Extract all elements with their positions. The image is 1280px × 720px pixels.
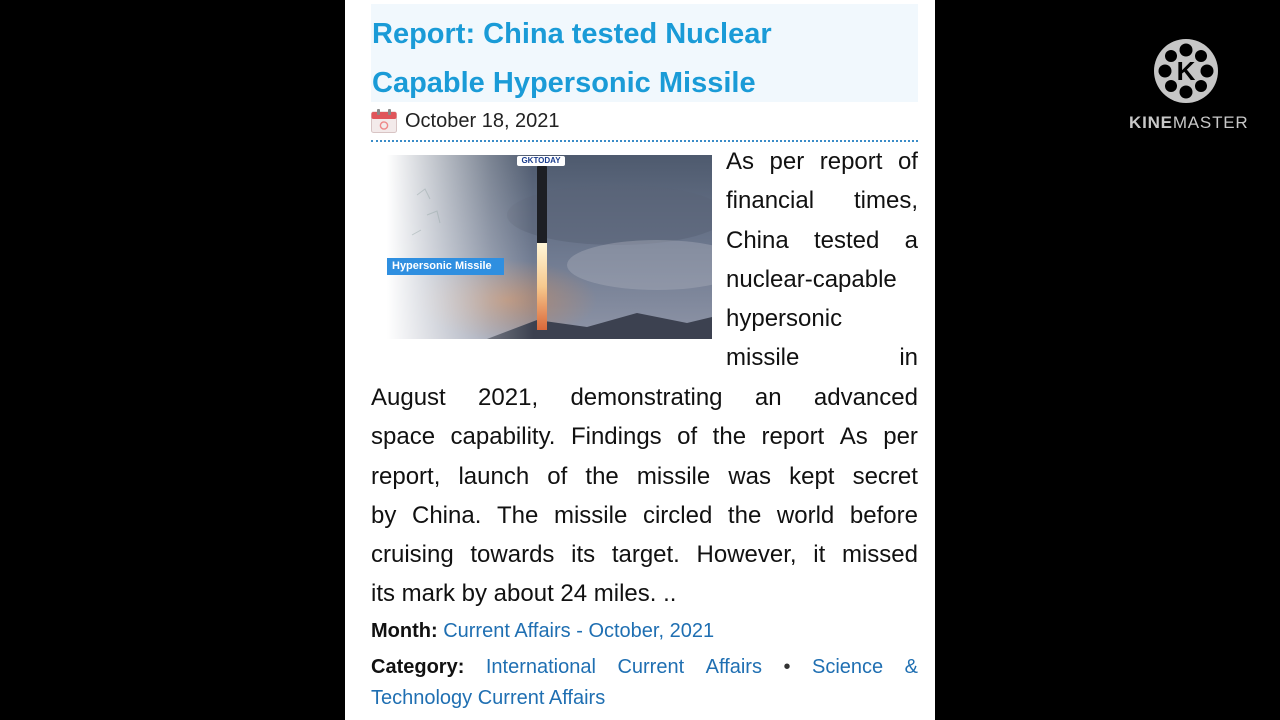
category-link-word[interactable]: Current: [617, 656, 685, 678]
word: report: [761, 423, 825, 451]
kinemaster-letter: K: [1176, 56, 1196, 86]
word: a: [904, 226, 918, 254]
word: was: [728, 462, 771, 490]
text-line: [726, 142, 918, 181]
word: secret: [852, 462, 918, 490]
category-line-1: [371, 652, 918, 683]
kinemaster-watermark: [1129, 113, 1248, 133]
text-line: [726, 181, 918, 220]
article-intro-text: [726, 142, 918, 378]
title-line-1[interactable]: Report: China tested Nuclear: [372, 18, 772, 50]
text-line: [371, 535, 918, 574]
word: of: [677, 423, 698, 451]
text-line: [371, 496, 918, 535]
word: nuclear-capable: [726, 265, 897, 293]
category-bullet: •: [783, 656, 791, 678]
category-line-2: [371, 683, 918, 714]
text-line: [726, 221, 918, 260]
text-line: [371, 574, 918, 613]
category-row: [371, 652, 918, 714]
text-line: [371, 378, 918, 417]
word: before: [849, 501, 918, 529]
word: its: [571, 541, 596, 569]
word: towards: [470, 541, 555, 569]
word: missile: [636, 462, 711, 490]
category-link-science[interactable]: Technology Current Affairs: [371, 687, 606, 709]
word: circled: [642, 501, 713, 529]
word: of: [897, 148, 918, 175]
word: by: [371, 501, 397, 529]
text-line: [371, 457, 918, 496]
word: missed: [841, 541, 918, 569]
article-body-text: [371, 378, 918, 614]
word: the: [585, 462, 619, 490]
word: Findings: [570, 423, 662, 451]
word: 2021,: [478, 384, 539, 411]
word: August: [371, 384, 446, 411]
kinemaster-text-bold: KINE: [1129, 113, 1173, 132]
word: its mark by about 24 miles. ..: [371, 580, 677, 608]
text-line: [371, 417, 918, 456]
category-link-word[interactable]: Science: [811, 656, 884, 678]
category-label: Category:: [371, 656, 465, 678]
word: report: [819, 148, 883, 175]
word: demonstrating: [570, 384, 723, 411]
text-line: [726, 299, 918, 338]
word: missile: [553, 501, 628, 529]
word: China: [726, 226, 789, 254]
category-link-word[interactable]: &: [904, 656, 918, 678]
word: it: [813, 541, 826, 569]
brand-logo: GKTODAY: [517, 156, 565, 166]
word: China.: [411, 501, 482, 529]
kinemaster-icon: [1153, 38, 1219, 104]
article-title[interactable]: [372, 10, 912, 108]
word: report,: [371, 462, 441, 490]
kinemaster-text-regular: MASTER: [1172, 113, 1249, 132]
month-row: [371, 620, 918, 643]
title-box: [371, 4, 918, 102]
text-line: [726, 260, 918, 299]
month-link[interactable]: Current Affairs - October, 2021: [443, 620, 715, 642]
word: an: [754, 384, 782, 411]
word: As: [839, 423, 868, 451]
word: capability.: [450, 423, 556, 451]
word: launch: [458, 462, 530, 490]
calendar-icon: [371, 109, 397, 133]
word: kept: [789, 462, 835, 490]
word: missile: [726, 344, 800, 372]
text-line: [726, 338, 918, 377]
article-panel: [345, 0, 935, 720]
month-label: Month:: [371, 620, 438, 642]
word: advanced: [813, 384, 918, 411]
word: world: [776, 501, 835, 529]
word: in: [899, 344, 918, 372]
missile-launch-photo: [387, 155, 712, 339]
word: per: [883, 423, 918, 451]
category-link-word[interactable]: Affairs: [705, 656, 762, 678]
word: space: [371, 423, 436, 451]
word: cruising: [371, 541, 454, 569]
publish-date: October 18, 2021: [405, 110, 560, 132]
word: the: [712, 423, 747, 451]
word: The: [496, 501, 539, 529]
word: times,: [853, 187, 918, 215]
word: As: [726, 148, 755, 175]
word: hypersonic: [726, 305, 843, 333]
word: of: [547, 462, 568, 490]
word: financial: [726, 187, 815, 215]
word: target.: [611, 541, 680, 569]
title-line-2[interactable]: Capable Hypersonic Missile: [372, 67, 756, 99]
word: per: [769, 148, 805, 175]
word: tested: [813, 226, 880, 254]
category-link-word[interactable]: International: [485, 656, 596, 678]
image-caption: Hypersonic Missile: [387, 258, 504, 275]
word: the: [727, 501, 762, 529]
article-image[interactable]: [387, 155, 712, 339]
word: However,: [696, 541, 797, 569]
